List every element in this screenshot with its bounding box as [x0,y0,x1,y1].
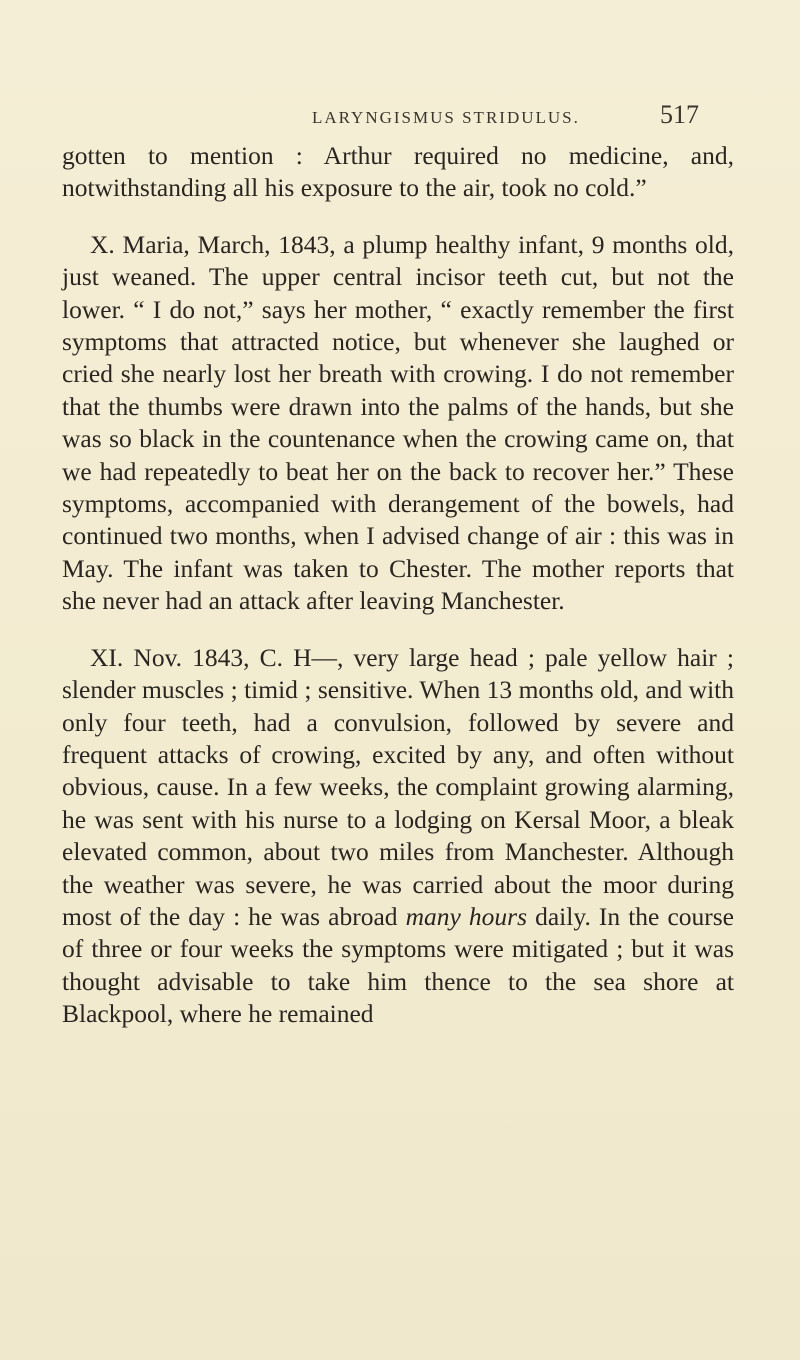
paragraph-continuation [62,140,734,205]
running-title: LARYNGISMUS STRIDULUS. [312,108,580,127]
page-number: 517 [660,100,699,129]
paragraph-text: XI. Nov. 1843, C. H—, very large head ; pale yellow hair ; slender muscles ; timid ; sensitive. When 13 months old, and with only four teeth, had a convulsion, followed by severe and frequent attacks of crowing, excited by any, and often without obvious, cause. In a few weeks, the complaint growing alarming, he was sent with his nurse to a lodging on Kersal Moor, a bleak elevated common, about two miles from Manchester. Although the weather was severe, he was carried about the moor during most of the day : he was abroad [62,642,734,931]
paragraph-text: gotten to mention : Arthur required no medicine, and, notwithstanding all his exposure to the air, took no cold.” [62,141,734,203]
italic-emphasis: many hours [405,901,528,931]
body-text [62,140,734,1055]
paragraph-text: X. Maria, March, 1843, a plump healthy infant, 9 months old, just weaned. The upper central incisor teeth cut, but not the lower. “ I do not,” says her mother, “ exactly remember the first symptoms that attracted notice, but whenever she laughed or cried she nearly lost her breath with crowing. I do not remember that the thumbs were drawn into the palms of the hands, but she was so black in the countenance when the crowing came on, that we had repeatedly to beat her on the back to recover her.” These symptoms, accompanied with derangement of the bowels, had continued two months, when I advised change of air : this was in May. The infant was taken to Chester. The mother reports that she never had an attack after leaving Manchester. [62,229,734,616]
paragraph-case-xi [62,642,734,1031]
paragraph-text: daily. In the course of three or four weeks the symptoms were mitigated ; but it was thought advisable to take him thence to the sea shore at Blackpool, where he remained [62,901,734,1029]
paragraph-case-x [62,229,734,618]
